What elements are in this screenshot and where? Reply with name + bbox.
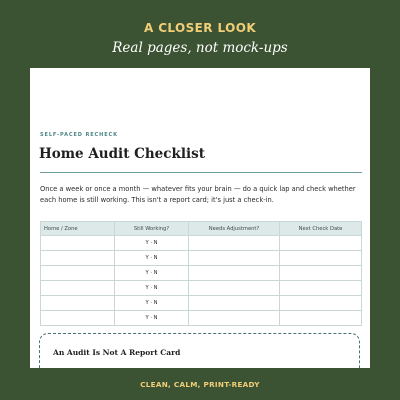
cell-next-check-date[interactable] (280, 236, 362, 251)
intro-paragraph: Once a week or once a month — whatever fits your brain — do a quick lap and check whether each home is still working. This isn't a report card; it's just a check-in. (40, 185, 356, 204)
cell-still-working[interactable]: Y · N (115, 251, 189, 266)
cell-needs-adjustment[interactable] (189, 251, 280, 266)
title-divider (40, 172, 362, 173)
table-row (41, 296, 362, 311)
cell-needs-adjustment[interactable] (189, 296, 280, 311)
footer-tagline: CLEAN, CALM, PRINT-READY (140, 380, 260, 389)
cell-next-check-date[interactable] (280, 251, 362, 266)
audit-table (40, 221, 362, 326)
cell-home-zone[interactable] (41, 296, 115, 311)
cell-needs-adjustment[interactable] (189, 281, 280, 296)
column-header-needs-adjustment: Needs Adjustment? (189, 222, 280, 236)
table-row (41, 266, 362, 281)
cell-home-zone[interactable] (41, 236, 115, 251)
cell-still-working[interactable]: Y · N (115, 311, 189, 326)
document-title: Home Audit Checklist (39, 146, 205, 162)
table-row (41, 311, 362, 326)
document-page (30, 68, 370, 368)
header-eyebrow: A CLOSER LOOK (143, 21, 257, 35)
cell-needs-adjustment[interactable] (189, 266, 280, 281)
table-row (41, 251, 362, 266)
column-header-next-check-date: Next Check Date (280, 222, 362, 236)
header-subtitle: Real pages, not mock-ups (112, 40, 288, 56)
callout-title: An Audit Is Not A Report Card (53, 348, 181, 357)
table-header-row (41, 222, 362, 236)
cell-home-zone[interactable] (41, 251, 115, 266)
cell-home-zone[interactable] (41, 266, 115, 281)
column-header-still-working: Still Working? (115, 222, 189, 236)
column-header-home-zone: Home / Zone (41, 222, 115, 236)
callout-box (39, 333, 360, 368)
cell-still-working[interactable]: Y · N (115, 296, 189, 311)
cell-still-working[interactable]: Y · N (115, 236, 189, 251)
cell-next-check-date[interactable] (280, 296, 362, 311)
cell-needs-adjustment[interactable] (189, 311, 280, 326)
cell-next-check-date[interactable] (280, 281, 362, 296)
cell-next-check-date[interactable] (280, 266, 362, 281)
cell-next-check-date[interactable] (280, 311, 362, 326)
cell-needs-adjustment[interactable] (189, 236, 280, 251)
table-row (41, 236, 362, 251)
cell-home-zone[interactable] (41, 311, 115, 326)
cell-still-working[interactable]: Y · N (115, 266, 189, 281)
table-row (41, 281, 362, 296)
cell-still-working[interactable]: Y · N (115, 281, 189, 296)
cell-home-zone[interactable] (41, 281, 115, 296)
document-kicker: SELF-PACED RECHECK (40, 132, 118, 138)
